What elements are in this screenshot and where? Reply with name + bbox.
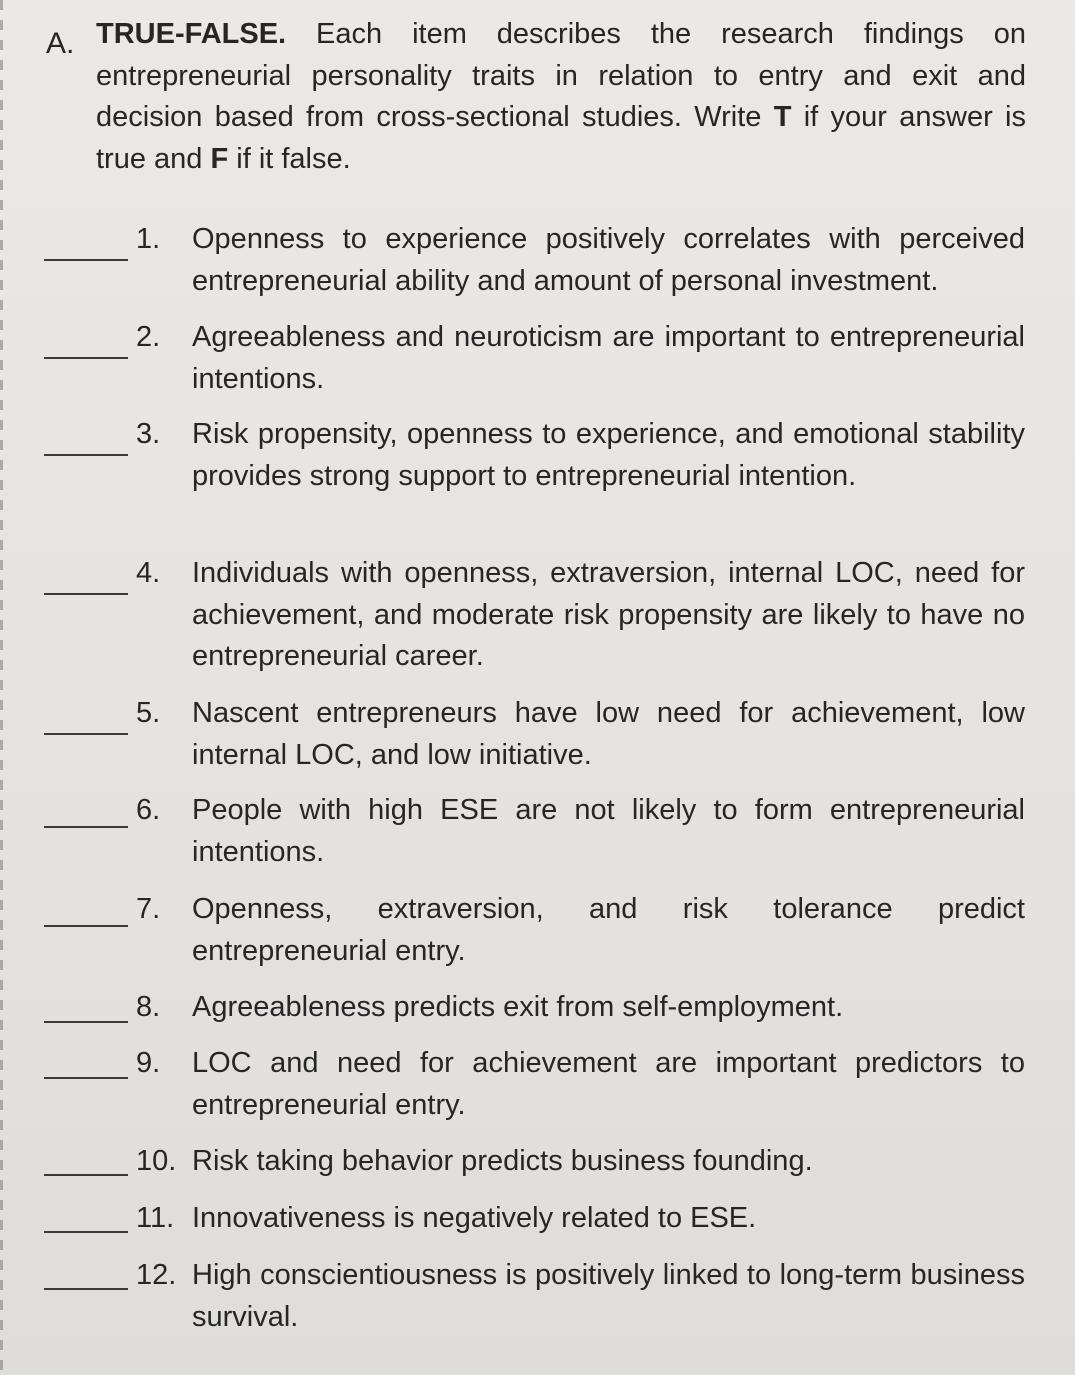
answer-blank-3[interactable] [44,454,128,456]
question-number-2: 2. [136,321,161,353]
question-number-10: 10. [136,1145,177,1177]
instruction-mid: if your answer is true and [96,101,1026,175]
question-number-11: 11. [136,1202,175,1234]
instruction-end: if it false. [228,142,351,175]
answer-blank-7[interactable] [44,925,128,927]
answer-blank-4[interactable] [44,593,128,595]
answer-blank-5[interactable] [44,733,128,735]
question-number-3: 3. [136,418,161,450]
false-letter: F [210,142,229,175]
question-text-12: High conscientiousness is positively linked to long-term business survival. [192,1259,1025,1333]
question-number-8: 8. [136,991,161,1023]
question-text-7: Openness, extraversion, and risk tolerance predict entrepreneurial entry. [192,893,1025,967]
question-number-4: 4. [136,557,161,589]
section-instructions [96,14,1026,180]
instruction-text: Each item describes the research findings on entrepreneurial personality traits in relation to entry and exit and decision based from cross-sectional studies. Write [96,18,1026,133]
question-text-6: People with high ESE are not likely to form entrepreneurial intentions. [192,794,1025,868]
question-number-7: 7. [136,893,161,925]
answer-blank-11[interactable] [44,1231,128,1233]
question-text-4: Individuals with openness, extraversion, internal LOC, need for achievement, and moderate risk propensity are likely to have no entrepreneurial career. [192,557,1025,672]
question-text-8: Agreeableness predicts exit from self-employment. [192,991,844,1023]
true-letter: T [773,101,792,133]
answer-blank-10[interactable] [44,1174,128,1176]
question-text-11: Innovativeness is negatively related to ESE. [192,1202,757,1234]
question-number-5: 5. [136,697,161,729]
question-text-1: Openness to experience positively correlates with perceived entrepreneurial ability and amount of personal investment. [192,223,1025,297]
question-number-9: 9. [136,1047,161,1079]
answer-blank-12[interactable] [44,1288,128,1290]
question-number-1: 1. [136,223,161,255]
binding-edge [0,0,3,1375]
question-number-12: 12. [136,1259,177,1291]
question-text-10: Risk taking behavior predicts business founding. [192,1145,813,1177]
answer-blank-2[interactable] [44,357,128,359]
question-text-9: LOC and need for achievement are important predictors to entrepreneurial entry. [192,1047,1025,1121]
question-number-6: 6. [136,794,161,826]
section-heading: TRUE-FALSE. [96,18,287,50]
section-letter: A. [46,27,75,60]
question-text-5: Nascent entrepreneurs have low need for achievement, low internal LOC, and low initiative. [192,697,1025,771]
question-text-3: Risk propensity, openness to experience, and emotional stability provides strong support to entrepreneurial intention. [192,418,1025,492]
answer-blank-9[interactable] [44,1077,128,1079]
answer-blank-6[interactable] [44,826,128,828]
answer-blank-8[interactable] [44,1021,128,1023]
answer-blank-1[interactable] [44,259,128,261]
question-text-2: Agreeableness and neuroticism are important to entrepreneurial intentions. [192,321,1025,395]
